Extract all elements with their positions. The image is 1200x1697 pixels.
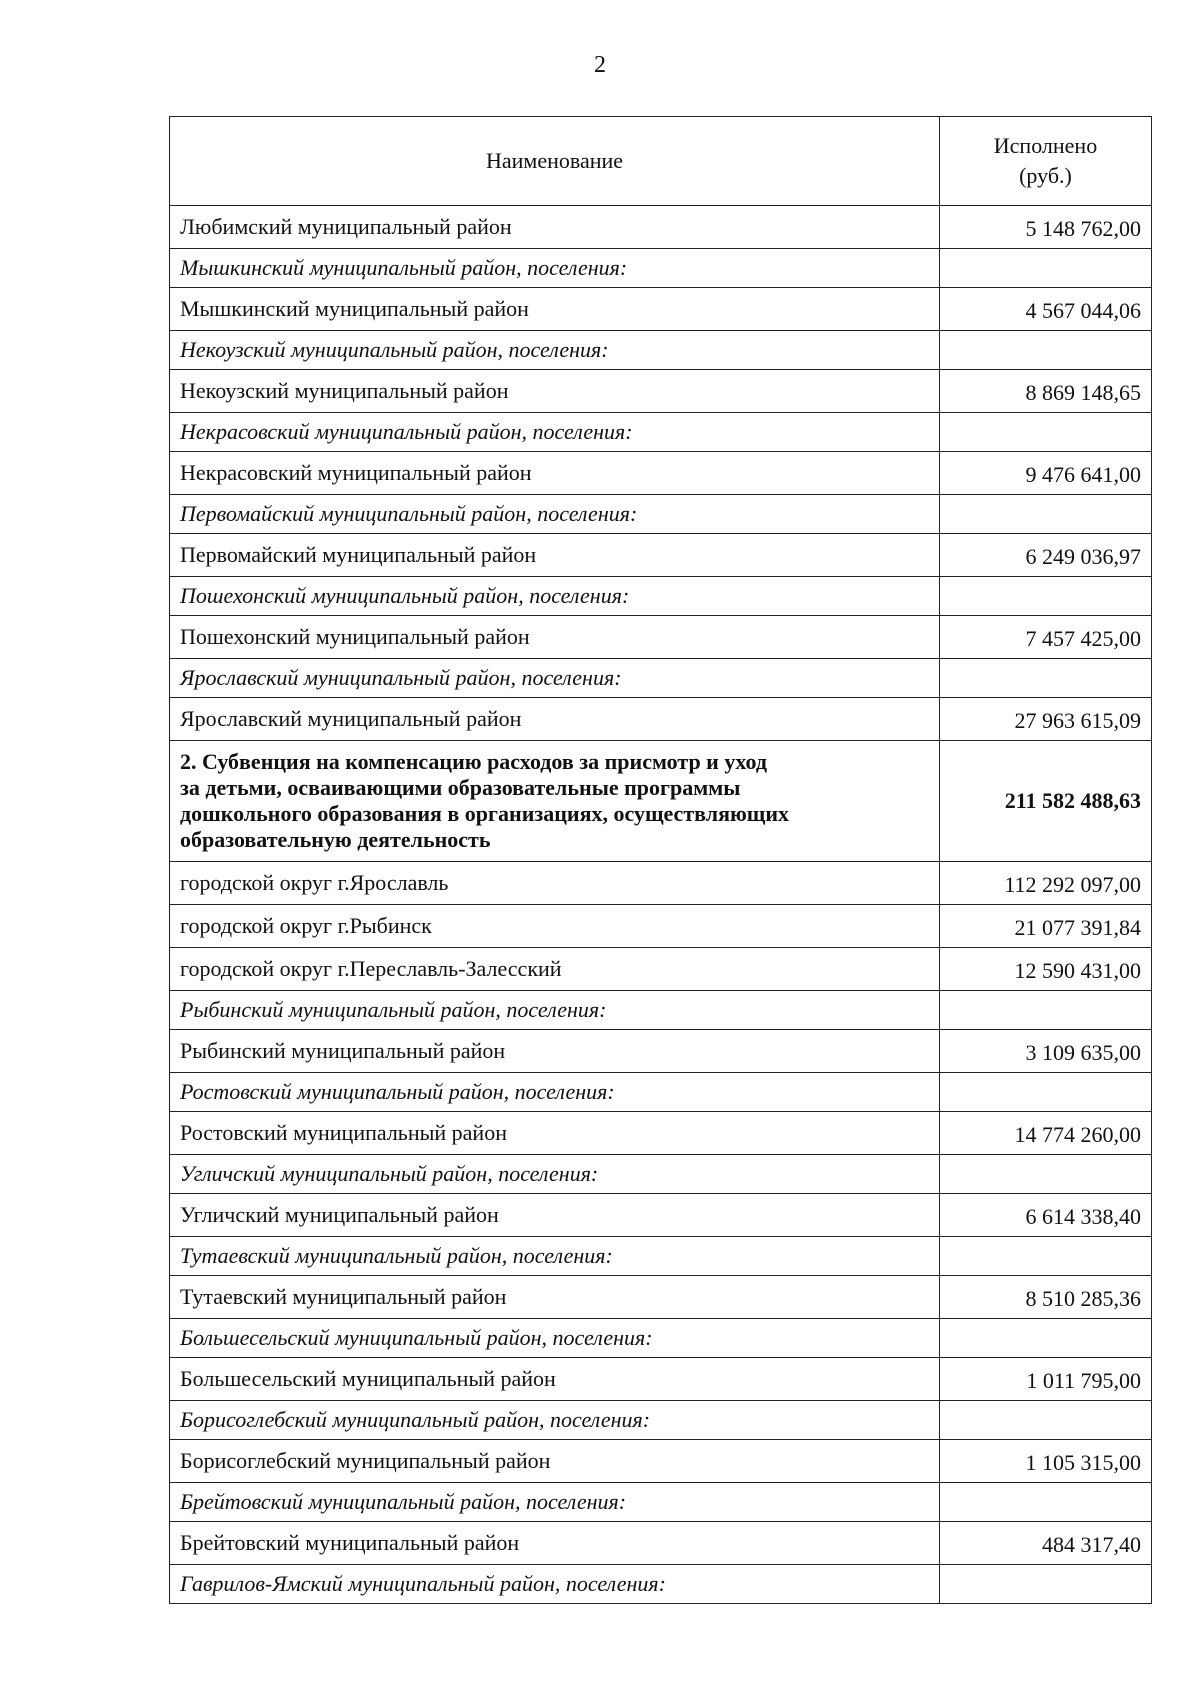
row-value: 112 292 097,00 — [940, 862, 1152, 905]
row-name: Рыбинский муниципальный район, поселения: — [170, 991, 940, 1030]
row-name-line: 2. Субвенция на компенсацию расходов за присмотр и уход — [180, 749, 768, 774]
row-name: Гаврилов-Ямский муниципальный район, поселения: — [170, 1565, 940, 1604]
row-value: 12 590 431,00 — [940, 948, 1152, 991]
header-name: Наименование — [170, 117, 940, 206]
table-row — [170, 1358, 1152, 1401]
table-row — [170, 534, 1152, 577]
row-value: 21 077 391,84 — [940, 905, 1152, 948]
row-value: 27 963 615,09 — [940, 698, 1152, 741]
row-name-line: за детьми, осваивающими образовательные программы — [180, 775, 741, 800]
group-heading-row — [170, 413, 1152, 452]
row-value — [940, 1155, 1152, 1194]
row-value — [940, 413, 1152, 452]
row-value — [940, 659, 1152, 698]
table-row — [170, 862, 1152, 905]
row-value — [940, 991, 1152, 1030]
row-name: Большесельский муниципальный район — [170, 1358, 940, 1401]
subvention-total-row — [170, 741, 1152, 862]
row-name: Ростовский муниципальный район, поселения: — [170, 1073, 940, 1112]
row-name: Брейтовский муниципальный район — [170, 1522, 940, 1565]
table-row — [170, 206, 1152, 249]
group-heading-row — [170, 991, 1152, 1030]
row-value: 7 457 425,00 — [940, 616, 1152, 659]
header-executed-unit: (руб.) — [1019, 163, 1072, 188]
row-name: городской округ г.Ярославль — [170, 862, 940, 905]
row-name: Тутаевский муниципальный район — [170, 1276, 940, 1319]
header-executed — [940, 117, 1152, 206]
row-value: 9 476 641,00 — [940, 452, 1152, 495]
row-name-line: дошкольного образования в организациях, осуществляющих — [180, 801, 790, 826]
row-name: городской округ г.Переславль-Залесский — [170, 948, 940, 991]
table-header-row — [170, 117, 1152, 206]
row-value — [940, 1565, 1152, 1604]
table-row — [170, 370, 1152, 413]
group-heading-row — [170, 1483, 1152, 1522]
table-row — [170, 288, 1152, 331]
row-name: Пошехонский муниципальный район — [170, 616, 940, 659]
row-value — [940, 1073, 1152, 1112]
row-value: 8 510 285,36 — [940, 1276, 1152, 1319]
table-row — [170, 1194, 1152, 1237]
row-value — [940, 1319, 1152, 1358]
row-name: Большесельский муниципальный район, поселения: — [170, 1319, 940, 1358]
group-heading-row — [170, 1073, 1152, 1112]
group-heading-row — [170, 659, 1152, 698]
group-heading-row — [170, 249, 1152, 288]
row-name: Ярославский муниципальный район, поселения: — [170, 659, 940, 698]
group-heading-row — [170, 1319, 1152, 1358]
row-name: городской округ г.Рыбинск — [170, 905, 940, 948]
table-row — [170, 1030, 1152, 1073]
row-name: Пошехонский муниципальный район, поселения: — [170, 577, 940, 616]
row-value — [940, 249, 1152, 288]
table-row — [170, 616, 1152, 659]
budget-table — [169, 116, 1152, 1604]
row-name: Угличский муниципальный район, поселения: — [170, 1155, 940, 1194]
table-row — [170, 1522, 1152, 1565]
row-value — [940, 331, 1152, 370]
row-name: Некоузский муниципальный район — [170, 370, 940, 413]
table-row — [170, 905, 1152, 948]
row-name-line: образовательную деятельность — [180, 827, 491, 852]
row-value: 484 317,40 — [940, 1522, 1152, 1565]
row-value: 1 011 795,00 — [940, 1358, 1152, 1401]
row-name — [170, 741, 940, 862]
row-value: 6 614 338,40 — [940, 1194, 1152, 1237]
group-heading-row — [170, 1401, 1152, 1440]
group-heading-row — [170, 577, 1152, 616]
row-name: Угличский муниципальный район — [170, 1194, 940, 1237]
row-name: Борисоглебский муниципальный район — [170, 1440, 940, 1483]
table-row — [170, 1440, 1152, 1483]
row-value: 8 869 148,65 — [940, 370, 1152, 413]
row-name: Некрасовский муниципальный район — [170, 452, 940, 495]
row-name: Любимский муниципальный район — [170, 206, 940, 249]
row-name: Некрасовский муниципальный район, поселения: — [170, 413, 940, 452]
table-row — [170, 452, 1152, 495]
row-name: Брейтовский муниципальный район, поселения: — [170, 1483, 940, 1522]
table-row — [170, 1112, 1152, 1155]
group-heading-row — [170, 1565, 1152, 1604]
table-row — [170, 698, 1152, 741]
row-name: Мышкинский муниципальный район — [170, 288, 940, 331]
row-name: Рыбинский муниципальный район — [170, 1030, 940, 1073]
row-value — [940, 495, 1152, 534]
table-row — [170, 948, 1152, 991]
row-value: 5 148 762,00 — [940, 206, 1152, 249]
row-value — [940, 1401, 1152, 1440]
group-heading-row — [170, 495, 1152, 534]
row-value: 14 774 260,00 — [940, 1112, 1152, 1155]
group-heading-row — [170, 331, 1152, 370]
row-value: 1 105 315,00 — [940, 1440, 1152, 1483]
row-name: Ярославский муниципальный район — [170, 698, 940, 741]
table-body — [170, 206, 1152, 1604]
row-name: Некоузский муниципальный район, поселения: — [170, 331, 940, 370]
header-executed-label: Исполнено — [993, 133, 1098, 158]
row-value — [940, 1237, 1152, 1276]
row-value: 211 582 488,63 — [940, 741, 1152, 862]
row-value: 3 109 635,00 — [940, 1030, 1152, 1073]
row-value: 6 249 036,97 — [940, 534, 1152, 577]
row-name: Ростовский муниципальный район — [170, 1112, 940, 1155]
row-value: 4 567 044,06 — [940, 288, 1152, 331]
table-row — [170, 1276, 1152, 1319]
row-name: Первомайский муниципальный район — [170, 534, 940, 577]
row-value — [940, 1483, 1152, 1522]
group-heading-row — [170, 1155, 1152, 1194]
row-name: Первомайский муниципальный район, поселения: — [170, 495, 940, 534]
row-name: Тутаевский муниципальный район, поселения: — [170, 1237, 940, 1276]
row-value — [940, 577, 1152, 616]
page-number: 2 — [594, 52, 606, 78]
row-name: Мышкинский муниципальный район, поселения: — [170, 249, 940, 288]
row-name: Борисоглебский муниципальный район, поселения: — [170, 1401, 940, 1440]
group-heading-row — [170, 1237, 1152, 1276]
